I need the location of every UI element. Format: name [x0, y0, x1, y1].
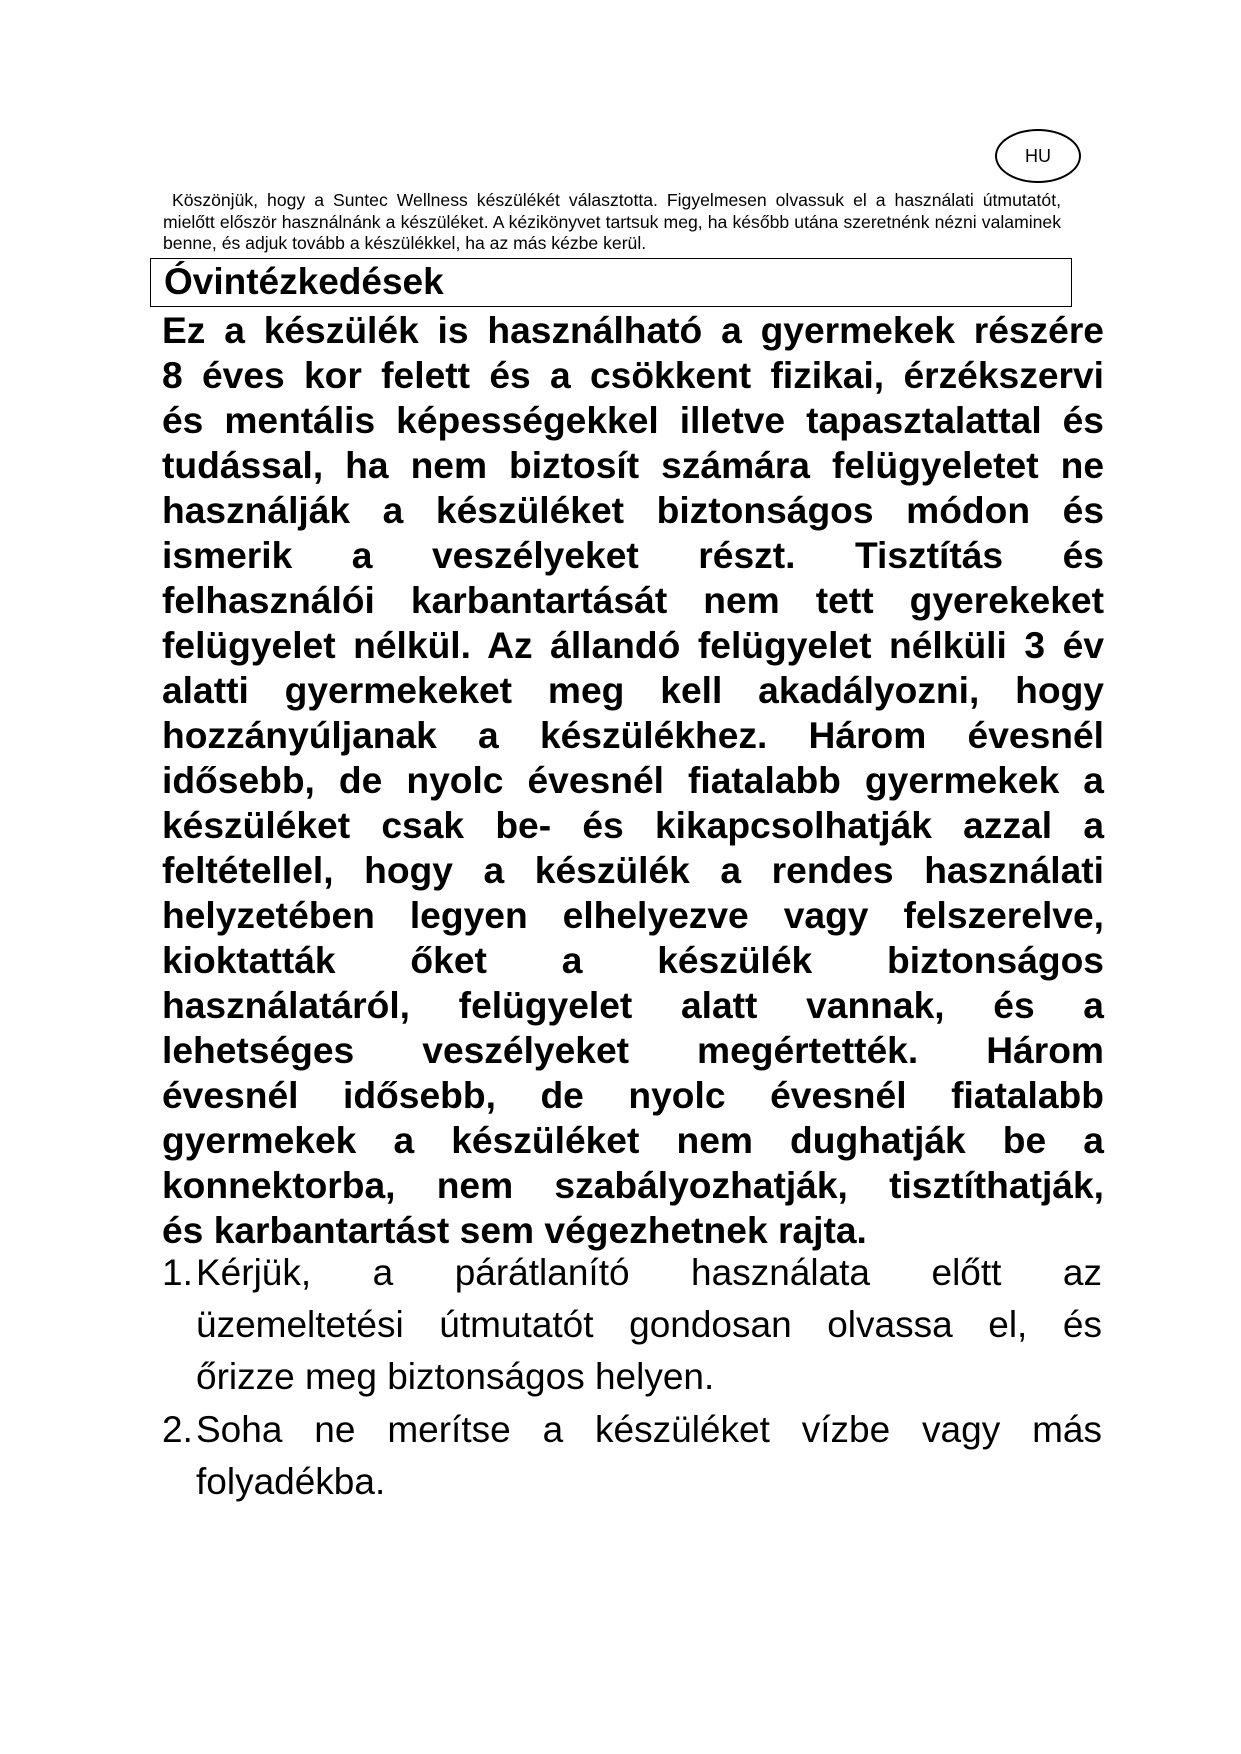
warning-line: idősebb, de nyolc évesnél fiatalabb gyermekek a — [162, 759, 1104, 801]
warning-line: gyermekek a készüléket nem dughatják be a — [162, 1119, 1104, 1161]
warning-line: és mentális képességekkel illetve tapasztalattal és — [162, 399, 1104, 441]
warning-line: kioktatták őket a készülék biztonságos — [162, 939, 1104, 981]
section-title: Óvintézkedések — [164, 261, 444, 302]
list-item-line: üzemeltetési útmutatót gondosan olvassa el, és — [196, 1304, 1102, 1345]
warning-line: Ez a készülék is használható a gyermekek részére — [162, 309, 1104, 351]
warning-line: készüléket csak be- és kikapcsolhatják azzal a — [162, 804, 1104, 846]
list-item-number: 1. — [162, 1252, 193, 1293]
intro-paragraph: Köszönjük, hogy a Suntec Wellness készülékét választotta. Figyelmesen olvassuk el a használati útmutatót, mielőtt először használnánk a készüléket. A kézikönyvet tartsuk meg, ha később utána szeretnénk nézni valaminek benne, és adjuk tovább a készülékkel, ha az más kézbe kerül. — [163, 190, 1061, 253]
warning-line: 8 éves kor felett és a csökkent fizikai, érzékszervi — [162, 354, 1104, 396]
list-item-line: őrizze meg biztonságos helyen. — [196, 1356, 715, 1397]
warning-paragraph — [162, 308, 1104, 1253]
warning-line: lehetséges veszélyeket megértették. Három — [162, 1029, 1104, 1071]
list-item — [162, 1247, 1102, 1403]
warning-line: évesnél idősebb, de nyolc évesnél fiatalabb — [162, 1074, 1104, 1116]
warning-line: felhasználói karbantartását nem tett gyerekeket — [162, 579, 1104, 621]
warning-line: használatáról, felügyelet alatt vannak, és a — [162, 984, 1104, 1026]
list-item-number: 2. — [162, 1409, 193, 1450]
warning-line: hozzányúljanak a készülékhez. Három évesnél — [162, 714, 1104, 756]
instruction-list — [162, 1247, 1102, 1509]
warning-line: tudással, ha nem biztosít számára felügyeletet ne — [162, 444, 1104, 486]
warning-line: ismerik a veszélyeket részt. Tisztítás és — [162, 534, 1104, 576]
section-header-box — [150, 258, 1072, 307]
warning-line: és karbantartást sem végezhetnek rajta. — [162, 1209, 867, 1251]
warning-line: feltétellel, hogy a készülék a rendes használati — [162, 849, 1104, 891]
list-item — [162, 1404, 1102, 1508]
list-item-line: Soha ne merítse a készüléket vízbe vagy más — [196, 1409, 1102, 1450]
list-item-line: Kérjük, a párátlanító használata előtt az — [196, 1252, 1102, 1293]
warning-line: helyzetében legyen elhelyezve vagy felszerelve, — [162, 894, 1104, 936]
warning-line: konnektorba, nem szabályozhatják, tisztíthatják, — [162, 1164, 1104, 1206]
warning-line: használják a készüléket biztonságos módon és — [162, 489, 1104, 531]
warning-line: alatti gyermekeket meg kell akadályozni, hogy — [162, 669, 1104, 711]
warning-line: felügyelet nélkül. Az állandó felügyelet nélküli 3 év — [162, 624, 1104, 666]
language-badge: HU — [995, 129, 1081, 183]
list-item-line: folyadékba. — [196, 1461, 386, 1502]
